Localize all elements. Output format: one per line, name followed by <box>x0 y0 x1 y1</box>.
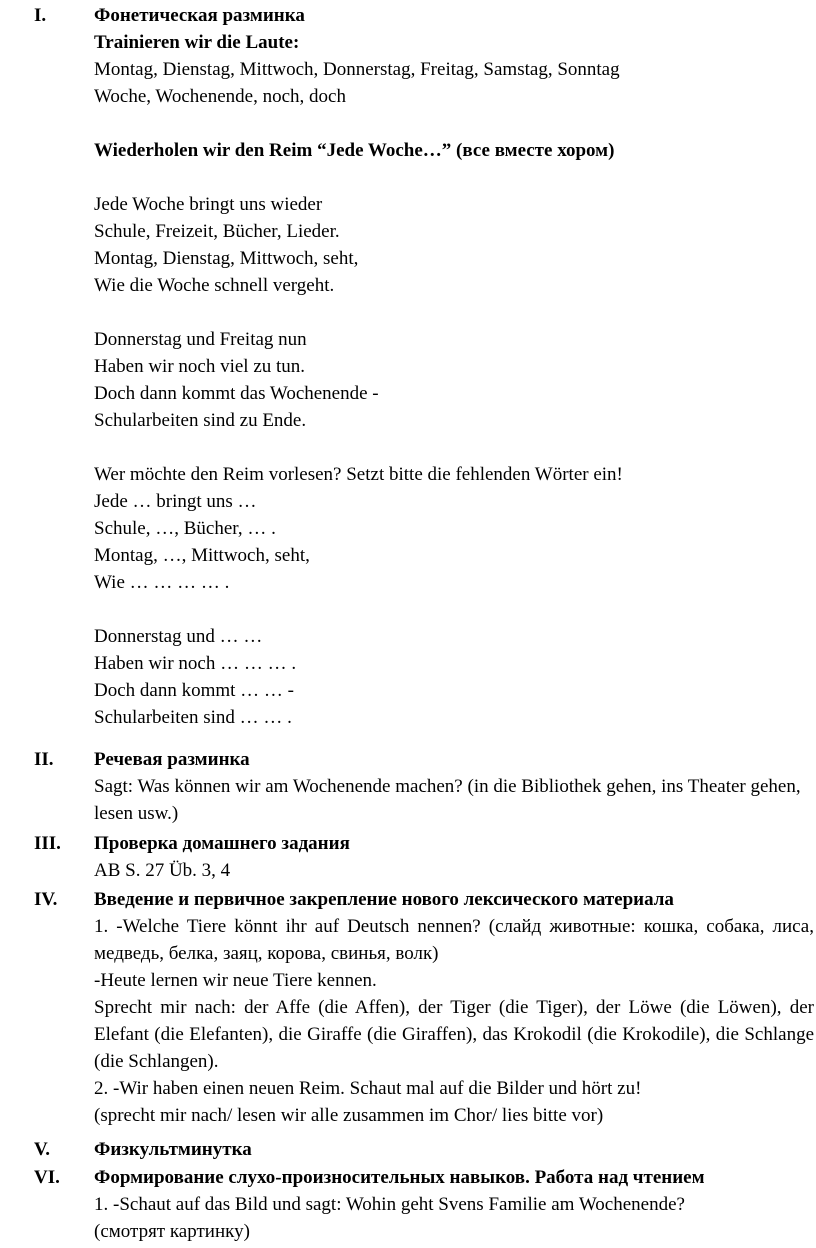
section-4-paragraph: 1. -Welche Tiere könnt ihr auf Deutsch nennen? (слайд животные: кошка, собака, лиса, медведь, белка, заяц, корова, свинья, волк) <box>94 916 814 964</box>
section-6-number: VI. <box>34 1167 60 1188</box>
fill-line: Wie … … … … . <box>94 572 230 593</box>
fill-line: Doch dann kommt … … - <box>94 680 295 701</box>
section-3-title: Проверка домашнего задания <box>94 833 350 854</box>
section-4-paragraph: -Heute lernen wir neue Tiere kennen. <box>94 970 377 991</box>
section-1-title: Фонетическая разминка <box>94 5 305 26</box>
section-3 <box>0 830 816 884</box>
fill-line: Schularbeiten sind … … . <box>94 707 292 728</box>
section-2-number: II. <box>34 749 54 770</box>
section-6 <box>0 1164 816 1245</box>
section-6-paragraph: 1. -Schaut auf das Bild und sagt: Wohin geht Svens Familie am Wochenende? <box>94 1194 685 1215</box>
section-2-title: Речевая разминка <box>94 749 250 770</box>
fill-line: Haben wir noch … … … . <box>94 653 297 674</box>
section-4-paragraph: Sprecht mir nach: der Affe (die Affen), der Tiger (die Tiger), der Löwe (die Löwen), der Elefant (die Elefanten), die Giraffe (die Giraffen), das Krokodil (die Krokodile), die Schlange (die Schlangen). <box>94 997 814 1072</box>
text-line: Woche, Wochenende, noch, doch <box>94 86 346 107</box>
section-1-number: I. <box>34 5 47 26</box>
rhyme-line: Montag, Dienstag, Mittwoch, seht, <box>94 248 359 269</box>
fill-line: Donnerstag und … … <box>94 626 263 647</box>
section-4-paragraph: (sprecht mir nach/ lesen wir alle zusammen im Chor/ lies bitte vor) <box>94 1105 604 1126</box>
rhyme-line: Schularbeiten sind zu Ende. <box>94 410 307 431</box>
section-2 <box>0 746 816 827</box>
rhyme-line: Donnerstag und Freitag nun <box>94 329 307 350</box>
rhyme-line: Schule, Freizeit, Bücher, Lieder. <box>94 221 340 242</box>
rhyme-line: Wie die Woche schnell vergeht. <box>94 275 335 296</box>
rhyme-title: Wiederholen wir den Reim “Jede Woche…” (все вместе хором) <box>94 140 615 161</box>
rhyme-line: Jede Woche bringt uns wieder <box>94 194 323 215</box>
section-4 <box>0 886 816 1129</box>
fill-line: Montag, …, Mittwoch, seht, <box>94 545 310 566</box>
section-4-paragraph: 2. -Wir haben einen neuen Reim. Schaut mal auf die Bilder und hört zu! <box>94 1078 642 1099</box>
section-3-number: III. <box>34 833 61 854</box>
section-1 <box>0 2 816 731</box>
section-5-number: V. <box>34 1139 51 1160</box>
section-5 <box>0 1136 816 1163</box>
section-4-title: Введение и первичное закрепление нового лексического материала <box>94 889 674 910</box>
rhyme-line: Haben wir noch viel zu tun. <box>94 356 306 377</box>
section-6-paragraph: (смотрят картинку) <box>94 1221 250 1242</box>
text-line: Montag, Dienstag, Mittwoch, Donnerstag, Freitag, Samstag, Sonntag <box>94 59 620 80</box>
section-2-text: Sagt: Was können wir am Wochenende machen? (in die Bibliothek gehen, ins Theater gehen, lesen usw.) <box>94 776 801 824</box>
section-5-title: Физкультминутка <box>94 1139 252 1160</box>
fill-line: Schule, …, Bücher, … . <box>94 518 276 539</box>
section-1-subtitle: Trainieren wir die Laute: <box>94 32 300 53</box>
fill-prompt: Wer möchte den Reim vorlesen? Setzt bitte die fehlenden Wörter ein! <box>94 464 623 485</box>
fill-line: Jede … bringt uns … <box>94 491 257 512</box>
section-3-text: AB S. 27 Üb. 3, 4 <box>94 860 231 881</box>
section-4-number: IV. <box>34 889 58 910</box>
section-6-title: Формирование слухо-произносительных навыков. Работа над чтением <box>94 1167 705 1188</box>
rhyme-line: Doch dann kommt das Wochenende - <box>94 383 379 404</box>
